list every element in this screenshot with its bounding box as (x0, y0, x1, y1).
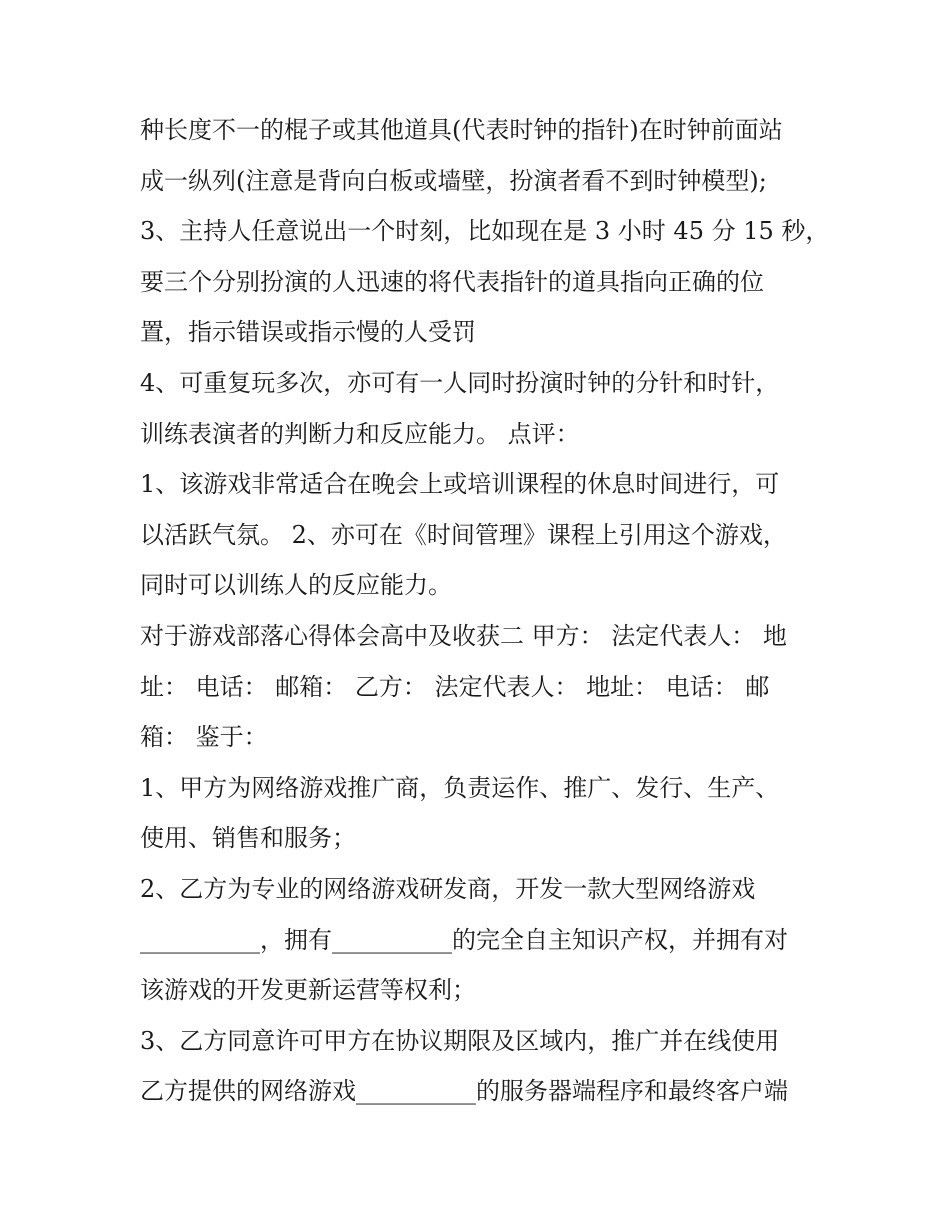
text-line: 2、乙方为专业的网络游戏研发商，开发一款大型网络游戏 (140, 874, 756, 903)
text-line: 以活跃气氛。 2、亦可在《时间管理》课程上引用这个游戏， (140, 520, 787, 549)
text-line: 对于游戏部落心得体会高中及收获二 甲方： 法定代表人： 地 (140, 621, 787, 650)
text-line: 3、主持人任意说出一个时刻，比如现在是 3 小时 45 分 15 秒， (140, 217, 830, 246)
text-line: 箱： 鉴于： (140, 723, 268, 752)
text-line: __________，拥有__________的完全自主知识产权，并拥有对 (140, 925, 788, 954)
text-line: 同时可以训练人的反应能力。 (140, 571, 452, 600)
text-line: 成一纵列(注意是背向白板或墙壁，扮演者看不到时钟模型); (140, 166, 767, 195)
text-line: 要三个分别扮演的人迅速的将代表指针的道具指向正确的位 (140, 267, 764, 296)
text-line: 使用、销售和服务； (140, 824, 356, 853)
text-line: 3、乙方同意许可甲方在协议期限及区域内，推广并在线使用 (140, 1026, 780, 1055)
text-line: 置，指示错误或指示慢的人受罚 (140, 318, 476, 347)
text-line: 种长度不一的棍子或其他道具(代表时钟的指针)在时钟前面站 (140, 116, 783, 144)
text-line: 训练表演者的判断力和反应能力。 点评： (140, 419, 580, 448)
text-line: 址： 电话： 邮箱： 乙方： 法定代表人： 地址： 电话： 邮 (140, 672, 770, 701)
text-line: 4、可重复玩多次，亦可有一人同时扮演时钟的分针和时针， (140, 368, 780, 397)
text-line: 1、该游戏非常适合在晚会上或培训课程的休息时间进行，可 (140, 470, 780, 499)
text-line: 1、甲方为网络游戏推广商，负责运作、推广、发行、生产、 (140, 773, 780, 802)
text-line: 乙方提供的网络游戏__________的服务器端程序和最终客户端 (140, 1077, 788, 1106)
text-line: 该游戏的开发更新运营等权利； (140, 976, 476, 1005)
document-body (140, 105, 830, 1117)
